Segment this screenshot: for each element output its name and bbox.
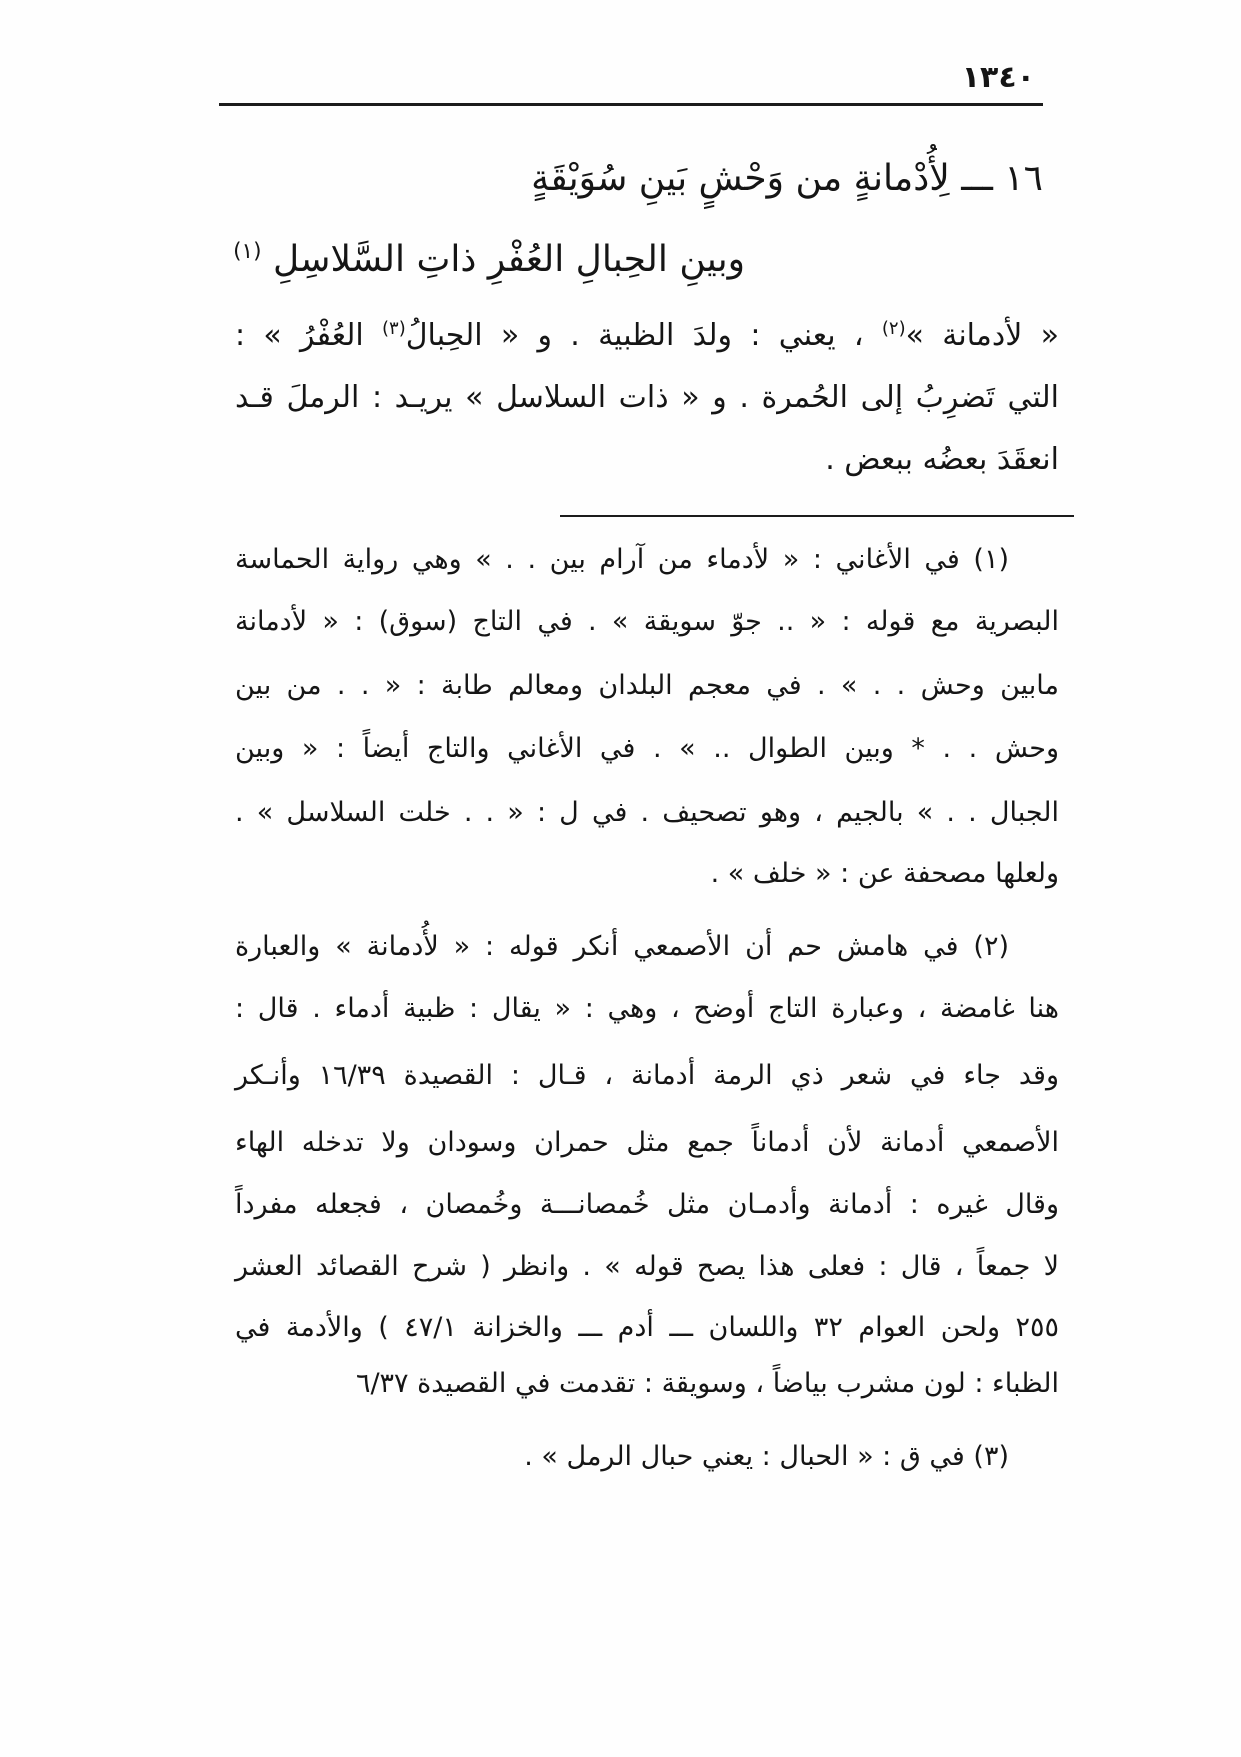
verse-hemistich-1: لِأُدْمانةٍ من وَحْشٍ بَينِ سُوَيْقَةٍ xyxy=(531,158,950,199)
footnote-2-line: ٢٥٥ ولحن العوام ٣٢ واللسان ـــ أدم ـــ والخزانة ٤٧/١ ) والأدمة في xyxy=(235,1312,1059,1343)
footnote-2-line: وقد جاء في شعر ذي الرمة أدمانة ، قـال : القصيدة ١٦/٣٩ وأنـكر xyxy=(235,1060,1059,1091)
footnote-separator xyxy=(560,515,1074,517)
footnote-ref-1: (١) xyxy=(233,239,262,264)
footnote-3-line: (٣) في ق : « الحبال : يعني حبال الرمل » . xyxy=(524,1441,1009,1472)
verse-hemistich-2: وبينِ الحِبالِ العُفْرِ ذاتِ السَّلاسِلِ xyxy=(273,239,745,280)
footnote-2-line: الأصمعي أدمانة لأن أدماناً جمع مثل حمران وسودان ولا تدخله الهاء xyxy=(235,1127,1059,1158)
commentary-quote: « لأدمانة » xyxy=(905,318,1059,353)
verse-number: ١٦ ـــ xyxy=(961,158,1043,199)
footnote-2-line: (٢) في هامش حم أن الأصمعي أنكر قوله : « لأُدمانة » والعبارة xyxy=(235,931,1009,962)
page-number: ١٣٤٠ xyxy=(961,60,1035,95)
footnote-ref-3: (٣) xyxy=(382,318,406,339)
footnote-2-line: الظباء : لون مشرب بياضاً ، وسويقة : تقدمت في القصيدة ٦/٣٧ xyxy=(355,1368,1059,1399)
verse-line-1 xyxy=(283,149,1043,209)
footnote-1-line: الجبال . . » بالجيم ، وهو تصحيف . في ل : « . . خلت السلاسل » . xyxy=(235,797,1059,828)
footnote-2-line: وقال غيره : أدمانة وأدمـان مثل خُمصانـــة وخُمصان ، فجعله مفرداً xyxy=(235,1189,1059,1220)
footnote-1-line: ولعلها مصحفة عن : « خلف » . xyxy=(710,858,1059,889)
footnote-1-line: (١) في الأغاني : « لأدماء من آرام بين . . » وهي رواية الحماسة xyxy=(235,544,1009,575)
commentary-line: التي تَضرِبُ إلى الحُمرة . و « ذات السلاسل » يريـد : الرملَ قـد xyxy=(235,380,1059,415)
commentary-text: ، يعني : ولدَ الظبية . و « الحِبالُ xyxy=(405,318,864,353)
footnote-2-line: هنا غامضة ، وعبارة التاج أوضح ، وهي : « يقال : ظبية أدماء . قال : xyxy=(235,993,1059,1024)
header-rule xyxy=(219,103,1043,106)
commentary-text: العُفْرُ » : xyxy=(235,318,364,353)
footnote-2-line: لا جمعاً ، قال : فعلى هذا يصح قوله » . وانظر ( شرح القصائد العشر xyxy=(235,1251,1059,1282)
commentary-line: انعقَدَ بعضُه ببعض . xyxy=(825,442,1059,477)
footnote-ref-2: (٢) xyxy=(881,318,906,339)
commentary-line xyxy=(235,308,1059,364)
footnote-1-line: مابين وحش . . » . في معجم البلدان ومعالم طابة : « . . من بين xyxy=(235,670,1059,701)
footnote-1-line: وحش . . * وبين الطوال .. » . في الأغاني والتاج أيضاً : « وبين xyxy=(235,733,1059,764)
verse-line-2 xyxy=(145,230,745,290)
footnote-1-line: البصرية مع قوله : « .. جوّ سويقة » . في التاج (سوق) : « لأدمانة xyxy=(235,606,1059,637)
